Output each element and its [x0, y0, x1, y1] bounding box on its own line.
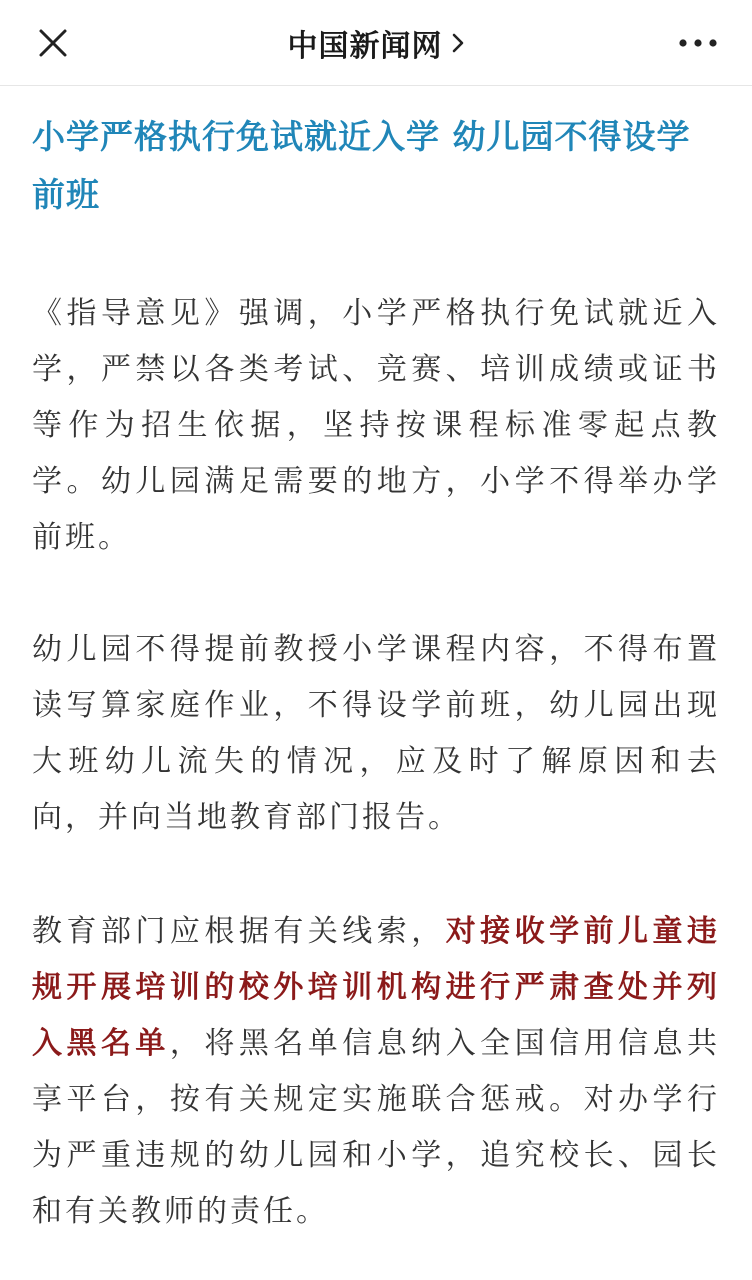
- article-paragraph-1: 《指导意见》强调，小学严格执行免试就近入学，严禁以各类考试、竞赛、培训成绩或证书等作为招生依据，坚持按课程标准零起点教学。幼儿园满足需要的地方，小学不得举办学前班。: [32, 296, 720, 555]
- paragraph-3-emphasis: 对接收学前儿童违规开展培训的校外培训机构进行严肃查处并列入黑名单: [32, 914, 721, 1061]
- paragraph-3-text-before: 教育部门应根据有关线索，: [32, 914, 446, 949]
- page-title: 中国新闻网: [287, 29, 443, 64]
- top-nav-bar: [0, 0, 752, 86]
- chevron-right-icon: [451, 32, 465, 54]
- article-paragraph-2: 幼儿园不得提前教授小学课程内容，不得布置读写算家庭作业，不得设学前班，幼儿园出现大班幼儿流失的情况，应及时了解原因和去向，并向当地教育部门报告。: [32, 632, 720, 835]
- article-paragraph-3: [32, 904, 720, 1240]
- paragraph-3-text-after: ，将黑名单信息纳入全国信用信息共享平台，按有关规定实施联合惩戒。对办学行为严重违规的幼儿园和小学，追究校长、园长和有关教师的责任。: [32, 1026, 721, 1229]
- more-icon: [678, 38, 718, 48]
- article-body: [32, 86, 720, 1240]
- account-title-link[interactable]: [0, 0, 752, 86]
- article-headline: 小学严格执行免试就近入学 幼儿园不得设学前班: [32, 117, 691, 214]
- more-options-button[interactable]: [674, 22, 722, 64]
